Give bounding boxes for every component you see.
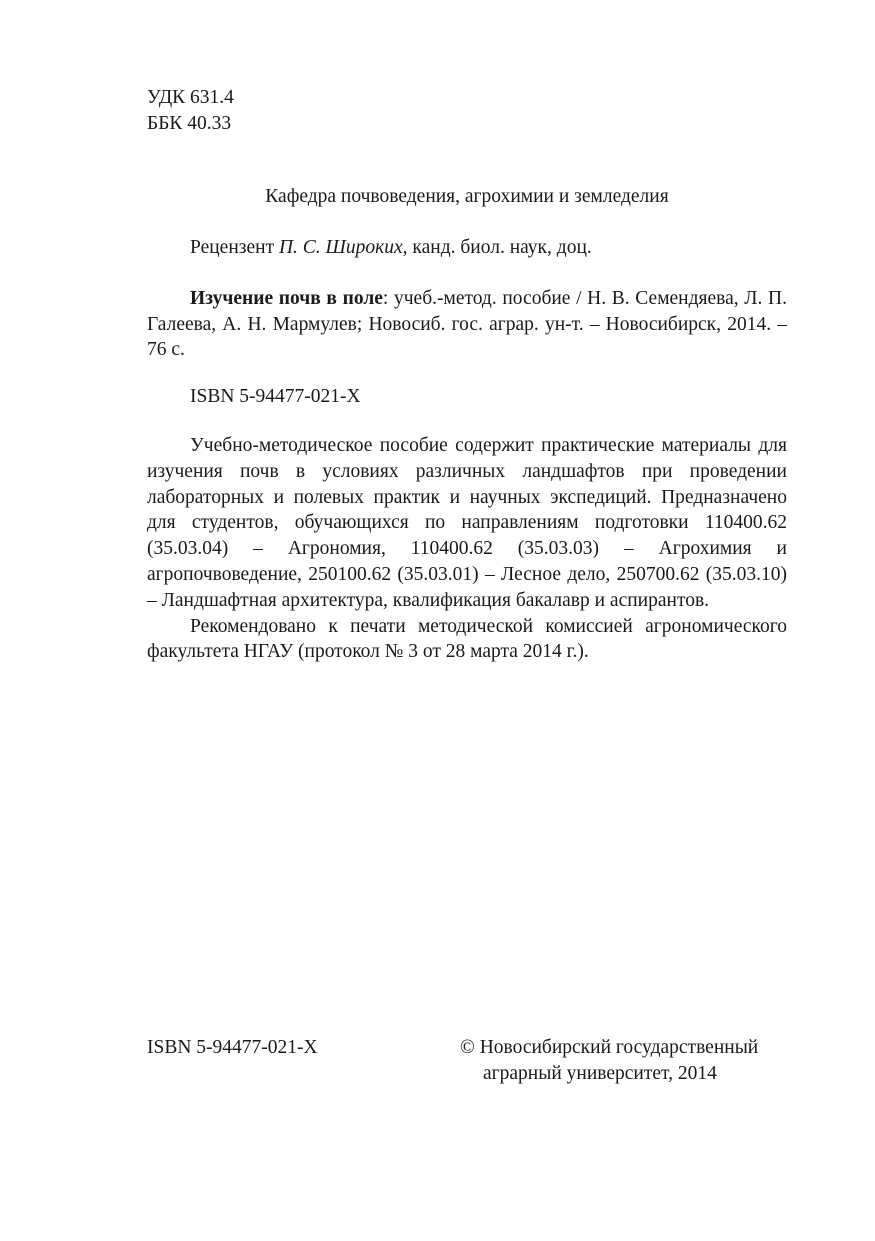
reviewer-credentials: , канд. биол. наук, доц. bbox=[402, 237, 592, 258]
copyright-block bbox=[460, 1035, 758, 1087]
annotation bbox=[147, 433, 787, 665]
bibliographic-details: : учеб.-метод. пособие / Н. В. Семендяева, Л. П. Галеева, А. Н. Мармулев; Новосиб. гос. аграр. ун-т. – Новосибирск, 2014. – 76 с. bbox=[147, 288, 787, 360]
bbk-code: ББК 40.33 bbox=[147, 113, 232, 134]
isbn-main: ISBN 5-94477-021-X bbox=[190, 386, 361, 407]
bibliographic-description bbox=[147, 286, 787, 363]
udk-code: УДК 631.4 bbox=[147, 87, 234, 108]
reviewer-line bbox=[190, 235, 592, 261]
reviewer-name: П. С. Широких bbox=[278, 237, 403, 258]
department-line: Кафедра почвоведения, агрохимии и земледелия bbox=[265, 186, 669, 207]
reviewer-label: Рецензент bbox=[190, 237, 275, 258]
footer-isbn: ISBN 5-94477-021-X bbox=[147, 1037, 318, 1058]
classification-codes bbox=[147, 85, 234, 137]
recommendation-paragraph: Рекомендовано к печати методической комиссией агрономического факультета НГАУ (протокол № 3 от 28 марта 2014 г.). bbox=[147, 615, 787, 663]
copyright-line-2: аграрный университет, 2014 bbox=[483, 1063, 717, 1084]
annotation-paragraph: Учебно-методическое пособие содержит практические материалы для изучения почв в условиях различных ландшафтов при проведении лабораторных и полевых практик и научных экспедиций. Предназначено для студентов, обучающихся по направлениям подготовки 110400.62 (35.03.04) – Агрономия, 110400.62 (35.03.03) – Агрохимия и агропочвоведение, 250100.62 (35.03.01) – Лесное дело, 250700.62 (35.03.10) – Ландшафтная архитектура, квалификация бакалавр и аспирантов. bbox=[147, 435, 787, 611]
copyright-line-1: © Новосибирский государственный bbox=[460, 1037, 759, 1058]
book-title: Изучение почв в поле bbox=[190, 288, 383, 309]
